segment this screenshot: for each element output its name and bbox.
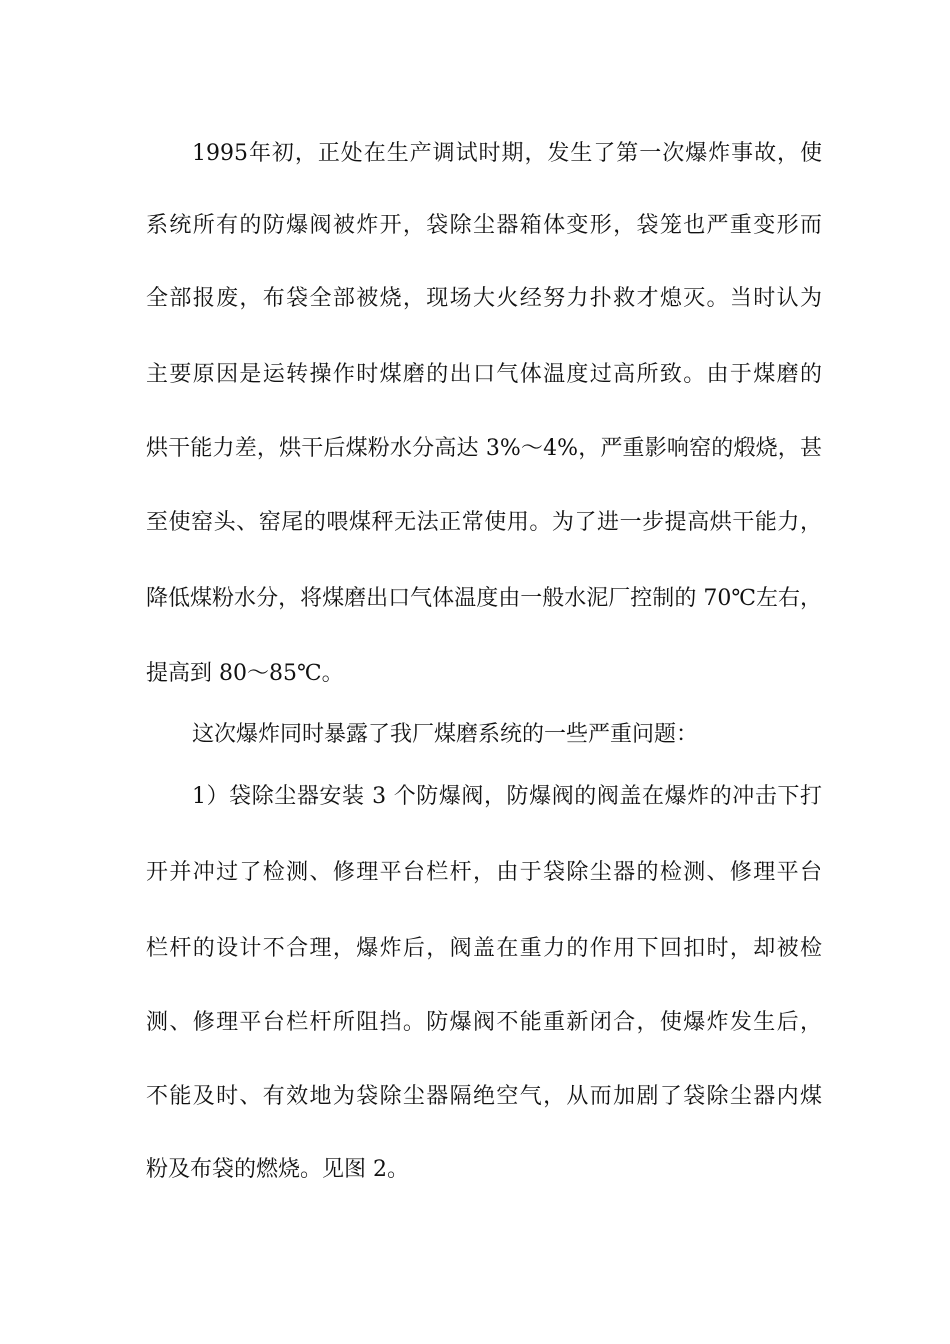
paragraph-1-line-5: 烘干能力差，烘干后煤粉水分高达 3%～4%，严重影响窑的煅烧，甚 [146, 436, 822, 461]
paragraph-3-line-4: 测、修理平台栏杆所阻挡。防爆阀不能重新闭合，使爆炸发生后， [146, 1010, 822, 1035]
paragraph-1-line-2: 系统所有的防爆阀被炸开，袋除尘器箱体变形，袋笼也严重变形而 [146, 213, 822, 238]
paragraph-1-line-6: 至使窑头、窑尾的喂煤秤无法正常使用。为了进一步提高烘干能力， [146, 510, 822, 535]
paragraph-1-line-1: 1995年初，正处在生产调试时期，发生了第一次爆炸事故，使 [192, 141, 822, 166]
paragraph-1-line-8: 提高到 80～85℃。 [146, 661, 344, 686]
paragraph-3-line-5: 不能及时、有效地为袋除尘器隔绝空气，从而加剧了袋除尘器内煤 [146, 1084, 822, 1109]
paragraph-2-line-1: 这次爆炸同时暴露了我厂煤磨系统的一些严重问题： [192, 722, 699, 747]
paragraph-1-line-4: 主要原因是运转操作时煤磨的出口气体温度过高所致。由于煤磨的 [146, 362, 822, 387]
paragraph-1-line-7: 降低煤粉水分，将煤磨出口气体温度由一般水泥厂控制的 70℃左右， [146, 586, 822, 611]
paragraph-3-line-1: 1）袋除尘器安装 3 个防爆阀，防爆阀的阀盖在爆炸的冲击下打 [192, 784, 822, 809]
paragraph-3-line-6: 粉及布袋的燃烧。见图 2。 [146, 1157, 409, 1182]
paragraph-3-line-2: 开并冲过了检测、修理平台栏杆，由于袋除尘器的检测、修理平台 [146, 860, 822, 885]
paragraph-3-line-3: 栏杆的设计不合理，爆炸后，阀盖在重力的作用下回扣时，却被检 [146, 936, 822, 961]
paragraph-1-line-3: 全部报废，布袋全部被烧，现场大火经努力扑救才熄灭。当时认为 [146, 286, 822, 311]
